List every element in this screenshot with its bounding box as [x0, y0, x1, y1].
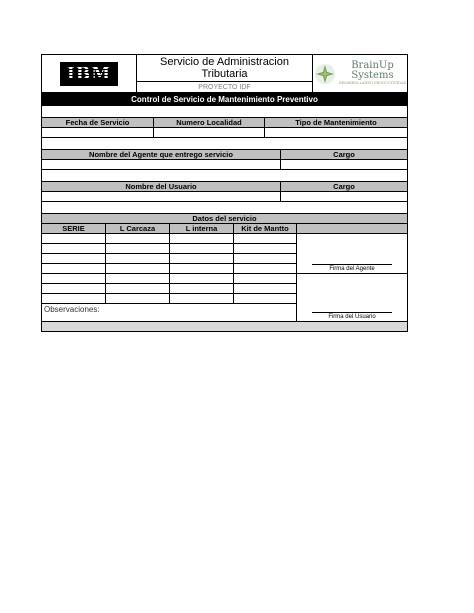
brainup-logo-text — [339, 61, 407, 86]
numero-localidad-field[interactable] — [154, 128, 265, 138]
section2-input-row — [42, 160, 407, 170]
brand-tagline: DESARROLLANDO PRODUCTIVIDAD — [338, 81, 407, 85]
brand-line2: Systems — [351, 70, 394, 81]
spacer-row — [42, 202, 407, 214]
project-label: PROYECTO IDF — [198, 83, 251, 91]
table-cell[interactable] — [106, 234, 170, 244]
user-signature-box[interactable] — [297, 274, 407, 322]
serie-header: SERIE — [42, 224, 106, 234]
agente-cargo-field[interactable] — [281, 160, 407, 170]
service-data-grid — [42, 234, 297, 322]
table-cell[interactable] — [234, 254, 297, 264]
table-cell[interactable] — [42, 294, 106, 304]
table-cell[interactable] — [42, 284, 106, 294]
signature-column — [297, 234, 407, 322]
brand-line1: BrainUp — [351, 60, 394, 71]
section3-input-row — [42, 192, 407, 202]
kit-mantto-header: Kit de Mantto — [234, 224, 297, 234]
agente-nombre-header: Nombre del Agente que entrego servicio — [42, 150, 281, 160]
signature-header-blank — [297, 224, 407, 234]
user-signature-line — [312, 312, 392, 313]
table-cell[interactable] — [170, 264, 234, 274]
table-cell[interactable] — [170, 294, 234, 304]
table-cell[interactable] — [106, 274, 170, 284]
usuario-cargo-header: Cargo — [281, 182, 407, 192]
fecha-servicio-field[interactable] — [42, 128, 154, 138]
section1-header-row — [42, 118, 407, 128]
document-title: Servicio de Administracion Tributaria — [137, 55, 312, 82]
agente-cargo-header: Cargo — [281, 150, 407, 160]
section3-header-row — [42, 182, 407, 192]
agente-nombre-field[interactable] — [42, 160, 281, 170]
table-row — [42, 294, 297, 304]
form-title-row — [42, 93, 407, 106]
table-row — [42, 254, 297, 264]
spacer-row — [42, 138, 407, 150]
section2-header-row — [42, 150, 407, 160]
title-cell — [137, 55, 313, 92]
footer-bar — [42, 322, 407, 331]
l-interna-header: L interna — [170, 224, 234, 234]
table-cell[interactable] — [234, 284, 297, 294]
table-cell[interactable] — [42, 254, 106, 264]
form-title: Control de Servicio de Mantenimiento Preventivo — [42, 93, 407, 106]
user-signature-label: Firma del Usuario — [328, 314, 376, 320]
service-data-title-row — [42, 214, 407, 224]
usuario-cargo-field[interactable] — [281, 192, 407, 202]
table-cell[interactable] — [234, 234, 297, 244]
table-cell[interactable] — [106, 254, 170, 264]
table-row — [42, 244, 297, 254]
service-control-form — [41, 54, 408, 332]
tipo-mantenimiento-header: Tipo de Mantenimiento — [265, 118, 407, 128]
ibm-logo-cell — [42, 55, 137, 92]
fecha-servicio-header: Fecha de Servicio — [42, 118, 154, 128]
table-row — [42, 284, 297, 294]
table-cell[interactable] — [42, 264, 106, 274]
usuario-nombre-header: Nombre del Usuario — [42, 182, 281, 192]
observations-field[interactable]: Observaciones: — [42, 304, 297, 322]
service-data-title: Datos del servicio — [42, 214, 407, 224]
table-cell[interactable] — [234, 244, 297, 254]
spacer-row — [42, 170, 407, 182]
table-cell[interactable] — [170, 234, 234, 244]
usuario-nombre-field[interactable] — [42, 192, 281, 202]
table-row — [42, 264, 297, 274]
brainup-leaf-icon — [314, 63, 336, 85]
table-cell[interactable] — [234, 294, 297, 304]
table-cell[interactable] — [106, 294, 170, 304]
table-cell[interactable] — [106, 284, 170, 294]
table-cell[interactable] — [106, 264, 170, 274]
table-row — [42, 274, 297, 284]
form-header — [42, 55, 407, 93]
table-cell[interactable] — [106, 244, 170, 254]
agent-signature-line — [312, 264, 392, 265]
tipo-mantenimiento-field[interactable] — [265, 128, 407, 138]
table-cell[interactable] — [42, 274, 106, 284]
section1-input-row — [42, 128, 407, 138]
l-carcaza-header: L Carcaza — [106, 224, 170, 234]
ibm-logo-text: IBM — [66, 63, 112, 84]
table-cell[interactable] — [234, 264, 297, 274]
table-cell[interactable] — [170, 244, 234, 254]
spacer-row — [42, 106, 407, 118]
brainup-logo-cell — [313, 55, 407, 92]
table-cell[interactable] — [42, 244, 106, 254]
service-data-body — [42, 234, 407, 322]
service-data-header-row — [42, 224, 407, 234]
table-cell[interactable] — [170, 254, 234, 264]
table-row — [42, 234, 297, 244]
observations-row — [42, 304, 297, 322]
agent-signature-label: Firma del Agente — [329, 266, 375, 272]
ibm-logo — [60, 62, 118, 86]
agent-signature-box[interactable] — [297, 234, 407, 274]
table-cell[interactable] — [170, 274, 234, 284]
table-cell[interactable] — [234, 274, 297, 284]
numero-localidad-header: Numero Localidad — [154, 118, 265, 128]
table-cell[interactable] — [42, 234, 106, 244]
table-cell[interactable] — [170, 284, 234, 294]
